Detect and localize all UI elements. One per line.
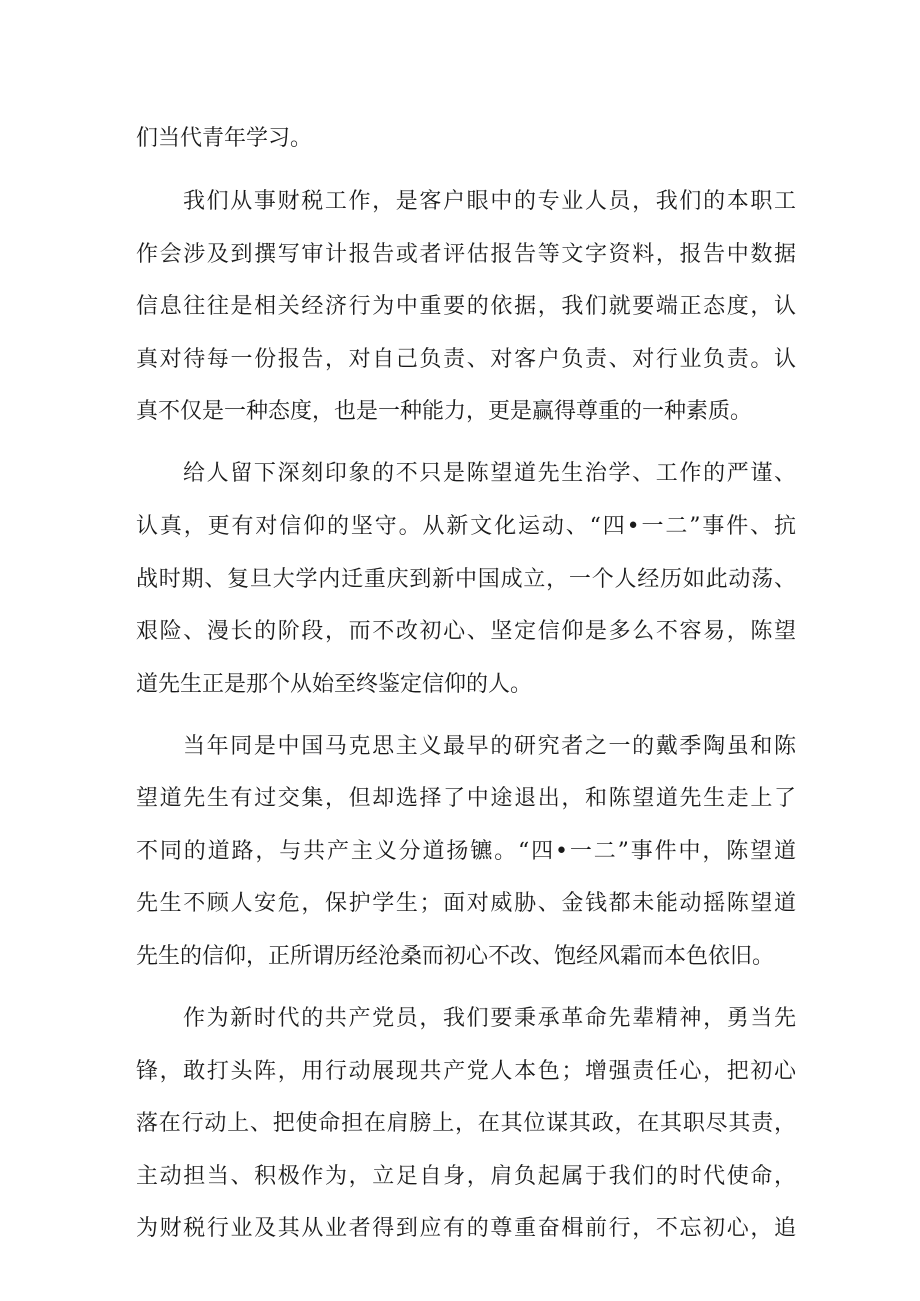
paragraph-4-line-2: 望道先生有过交集，但却选择了中途退出，和陈望道先生走上了 (136, 786, 796, 811)
paragraph-4-line-1: 当年同是中国马克思主义最早的研究者之一的戴季陶虽和陈 (183, 734, 796, 759)
paragraph-3-line-1: 给人留下深刻印象的不只是陈望道先生治学、工作的严谨、 (183, 461, 796, 486)
paragraph-2-line-3: 信息往往是相关经济行为中重要的依据，我们就要端正态度，认 (136, 294, 796, 319)
paragraph-5-line-1: 作为新时代的共产党员，我们要秉承革命先辈精神，勇当先 (183, 1006, 796, 1031)
paragraph-3-line-4: 艰险、漫长的阶段，而不改初心、坚定信仰是多么不容易，陈望 (136, 619, 796, 644)
paragraph-5-line-4: 主动担当、积极作为，立足自身，肩负起属于我们的时代使命， (136, 1164, 796, 1189)
paragraph-2-line-5: 真不仅是一种态度，也是一种能力，更是赢得尊重的一种素质。 (136, 399, 753, 424)
paragraph-3-line-2: 认真，更有对信仰的坚守。从新文化运动、“四•一二”事件、抗 (136, 514, 796, 539)
paragraph-5-line-3: 落在行动上、把使命担在肩膀上，在其位谋其政，在其职尽其责， (136, 1111, 796, 1136)
paragraph-1-line-1: 们当代青年学习。 (136, 126, 313, 151)
paragraph-2-line-2: 作会涉及到撰写审计报告或者评估报告等文字资料，报告中数据 (136, 242, 796, 267)
paragraph-3-line-3: 战时期、复旦大学内迁重庆到新中国成立，一个人经历如此动荡、 (136, 567, 796, 592)
paragraph-3-line-5: 道先生正是那个从始至终鉴定信仰的人。 (136, 672, 533, 697)
paragraph-4-line-5: 先生的信仰，正所谓历经沧桑而初心不改、饱经风霜而本色依旧。 (136, 944, 775, 969)
paragraph-2-line-1: 我们从事财税工作，是客户眼中的专业人员，我们的本职工 (183, 189, 796, 214)
paragraph-4-line-4: 先生不顾人安危，保护学生；面对威胁、金钱都未能动摇陈望道 (136, 891, 796, 916)
paragraph-2-line-4: 真对待每一份报告，对自己负责、对客户负责、对行业负责。认 (136, 347, 796, 372)
paragraph-4-line-3: 不同的道路，与共产主义分道扬镳。“四•一二”事件中，陈望道 (136, 839, 796, 864)
paragraph-5-line-2: 锋，敢打头阵，用行动展现共产党人本色；增强责任心，把初心 (136, 1059, 796, 1084)
paragraph-5-line-5: 为财税行业及其从业者得到应有的尊重奋楫前行，不忘初心，追 (136, 1216, 796, 1241)
